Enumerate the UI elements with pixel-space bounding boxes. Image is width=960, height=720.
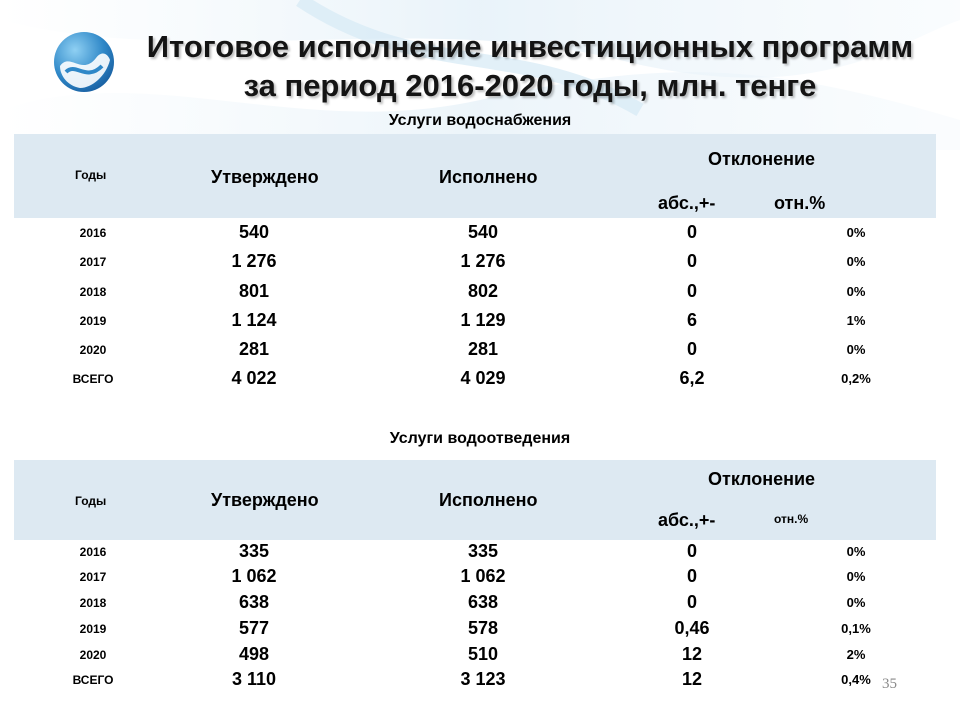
row-abs-deviation: 6	[686, 310, 698, 330]
row-executed: 281	[467, 339, 499, 359]
row-approved: 3 110	[231, 669, 277, 689]
slide-title-line-1: Итоговое исполнение инвестиционных программ	[146, 29, 914, 64]
row-approved: 1 062	[231, 566, 277, 586]
row-rel-deviation: 2%	[846, 647, 866, 662]
row-abs-deviation: 0,46	[674, 618, 710, 638]
row-rel-deviation: 0,1%	[841, 621, 871, 636]
row-abs-deviation: 0	[686, 222, 698, 242]
row-year: 2019	[79, 314, 107, 328]
row-executed: 1 129	[460, 310, 506, 330]
row-year: 2017	[79, 570, 107, 584]
row-year: 2020	[79, 343, 107, 357]
row-abs-deviation: 0	[686, 339, 698, 359]
header-approved: Утверждено	[211, 167, 319, 187]
table-row	[0, 222, 960, 248]
header-deviation: Отклонение	[708, 469, 816, 489]
row-executed: 1 062	[460, 566, 506, 586]
water-supply-table-title: Услуги водоснабжения	[388, 112, 572, 129]
row-rel-deviation: 0,2%	[841, 371, 871, 386]
table-row	[0, 541, 960, 567]
row-abs-deviation: 0	[686, 566, 698, 586]
row-executed: 335	[467, 541, 499, 561]
header-years: Годы	[75, 168, 107, 182]
table-row	[0, 644, 960, 670]
row-year: 2020	[79, 648, 107, 662]
row-executed: 578	[467, 618, 499, 638]
row-executed: 3 123	[460, 669, 506, 689]
row-abs-deviation: 12	[681, 669, 703, 689]
row-approved: 4 022	[231, 368, 277, 388]
row-abs-deviation: 0	[686, 281, 698, 301]
row-approved: 540	[238, 222, 270, 242]
row-abs-deviation: 0	[686, 592, 698, 612]
header-abs: абс.,+-	[658, 193, 716, 213]
row-year: 2016	[79, 545, 107, 559]
row-approved: 1 276	[231, 251, 277, 271]
row-year: 2016	[79, 226, 107, 240]
row-abs-deviation: 0	[686, 541, 698, 561]
row-year: ВСЕГО	[72, 372, 114, 386]
row-executed: 4 029	[460, 368, 506, 388]
header-rel: отн.%	[774, 512, 809, 526]
table-row	[0, 368, 960, 394]
slide-title-line-2: за период 2016-2020 годы, млн. тенге	[243, 68, 817, 103]
row-year: 2018	[79, 285, 107, 299]
row-rel-deviation: 0%	[846, 595, 866, 610]
table-row	[0, 669, 960, 695]
row-approved: 801	[238, 281, 270, 301]
water-supply-table-header	[14, 134, 936, 218]
row-rel-deviation: 0%	[846, 342, 866, 357]
sewerage-table-title: Услуги водоотведения	[389, 430, 571, 447]
row-year: 2018	[79, 596, 107, 610]
row-abs-deviation: 12	[681, 644, 703, 664]
row-rel-deviation: 0%	[846, 225, 866, 240]
table-row	[0, 310, 960, 336]
table-row	[0, 566, 960, 592]
row-approved: 281	[238, 339, 270, 359]
row-rel-deviation: 0%	[846, 544, 866, 559]
row-abs-deviation: 0	[686, 251, 698, 271]
row-executed: 638	[467, 592, 499, 612]
row-rel-deviation: 0%	[846, 254, 866, 269]
table-row	[0, 339, 960, 365]
company-logo-icon	[52, 30, 116, 94]
sewerage-table-header	[14, 460, 936, 540]
row-approved: 1 124	[231, 310, 277, 330]
row-year: 2017	[79, 255, 107, 269]
row-abs-deviation: 6,2	[679, 368, 705, 388]
header-abs: абс.,+-	[658, 510, 716, 530]
header-executed: Исполнено	[439, 167, 538, 187]
row-rel-deviation: 0%	[846, 569, 866, 584]
row-year: 2019	[79, 622, 107, 636]
row-approved: 638	[238, 592, 270, 612]
row-executed: 510	[467, 644, 499, 664]
header-deviation: Отклонение	[708, 149, 816, 169]
header-years: Годы	[75, 494, 107, 508]
header-rel: отн.%	[774, 193, 826, 213]
table-row	[0, 251, 960, 277]
row-rel-deviation: 0,4%	[841, 672, 871, 687]
table-row	[0, 618, 960, 644]
row-approved: 335	[238, 541, 270, 561]
table-row	[0, 592, 960, 618]
row-executed: 540	[467, 222, 499, 242]
header-executed: Исполнено	[439, 490, 538, 510]
row-executed: 1 276	[460, 251, 506, 271]
row-executed: 802	[467, 281, 499, 301]
row-rel-deviation: 1%	[846, 313, 866, 328]
row-rel-deviation: 0%	[846, 284, 866, 299]
row-approved: 498	[238, 644, 270, 664]
row-year: ВСЕГО	[72, 673, 114, 687]
header-approved: Утверждено	[211, 490, 319, 510]
row-approved: 577	[238, 618, 270, 638]
table-row	[0, 281, 960, 307]
page-number: 35	[882, 676, 897, 692]
